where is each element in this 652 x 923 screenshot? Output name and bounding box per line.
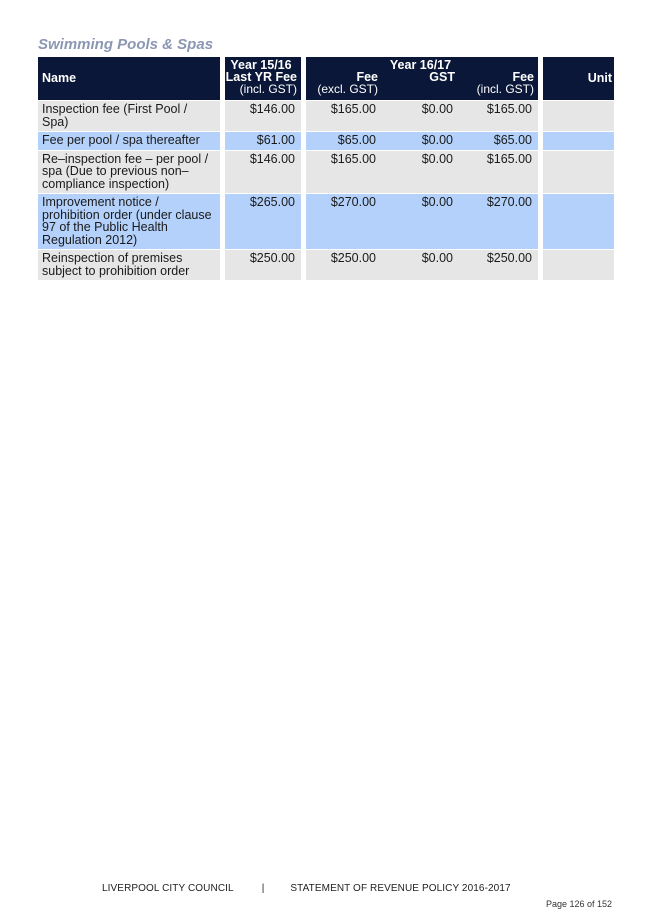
cell-fee-excl: $270.00 <box>301 193 382 249</box>
cell-fee-incl: $250.00 <box>459 249 538 280</box>
cell-fee-excl: $250.00 <box>301 249 382 280</box>
table-row <box>38 100 614 131</box>
cell-unit <box>538 249 614 280</box>
cell-fee-excl: $165.00 <box>301 100 382 131</box>
header-name: Name <box>38 57 220 100</box>
header-prev-year: Year 15/16 <box>230 58 292 72</box>
fee-table <box>38 57 614 280</box>
header-last-year-fee <box>220 57 301 100</box>
header-gst: Year 16/17 GST <box>382 57 459 100</box>
cell-fee-incl: $270.00 <box>459 193 538 249</box>
footer-statement: STATEMENT OF REVENUE POLICY 2016-2017 <box>290 883 511 894</box>
table-row <box>38 249 614 280</box>
footer-council: LIVERPOOL CITY COUNCIL <box>102 883 234 894</box>
cell-name: Inspection fee (First Pool / Spa) <box>38 100 220 131</box>
table-header-row <box>38 57 614 100</box>
table-row <box>38 193 614 249</box>
cell-gst: $0.00 <box>382 249 459 280</box>
cell-fee-incl: $165.00 <box>459 100 538 131</box>
cell-fee-excl: $65.00 <box>301 131 382 150</box>
cell-gst: $0.00 <box>382 150 459 194</box>
cell-unit <box>538 131 614 150</box>
cell-last-fee: $146.00 <box>220 150 301 194</box>
cell-unit <box>538 193 614 249</box>
header-unit: Unit <box>538 57 614 100</box>
cell-gst: $0.00 <box>382 131 459 150</box>
header-curr-year: Year 16/17 <box>389 58 452 72</box>
cell-gst: $0.00 <box>382 193 459 249</box>
page-footer <box>102 883 511 894</box>
cell-name: Improvement notice / prohibition order (under clause 97 of the Public Health Regulation 2012) <box>38 193 220 249</box>
cell-last-fee: $61.00 <box>220 131 301 150</box>
section-title: Swimming Pools & Spas <box>38 36 214 53</box>
cell-last-fee: $250.00 <box>220 249 301 280</box>
cell-name: Reinspection of premises subject to prohibition order <box>38 249 220 280</box>
cell-fee-excl: $165.00 <box>301 150 382 194</box>
table-row <box>38 150 614 194</box>
cell-unit <box>538 100 614 131</box>
cell-name: Fee per pool / spa thereafter <box>38 131 220 150</box>
cell-fee-incl: $165.00 <box>459 150 538 194</box>
header-prev-fee: Last YR Fee <box>225 70 297 84</box>
cell-last-fee: $146.00 <box>220 100 301 131</box>
header-prev-fee-note: (incl. GST) <box>239 82 297 96</box>
cell-name: Re–inspection fee – per pool / spa (Due to previous non–compliance inspection) <box>38 150 220 194</box>
cell-fee-incl: $65.00 <box>459 131 538 150</box>
table-row <box>38 131 614 150</box>
cell-last-fee: $265.00 <box>220 193 301 249</box>
cell-unit <box>538 150 614 194</box>
footer-separator: | <box>261 883 265 894</box>
header-fee-excl: Fee (excl. GST) <box>301 57 382 100</box>
page-number: Page 126 of 152 <box>545 899 612 909</box>
header-fee-incl: Fee (incl. GST) <box>459 57 538 100</box>
cell-gst: $0.00 <box>382 100 459 131</box>
